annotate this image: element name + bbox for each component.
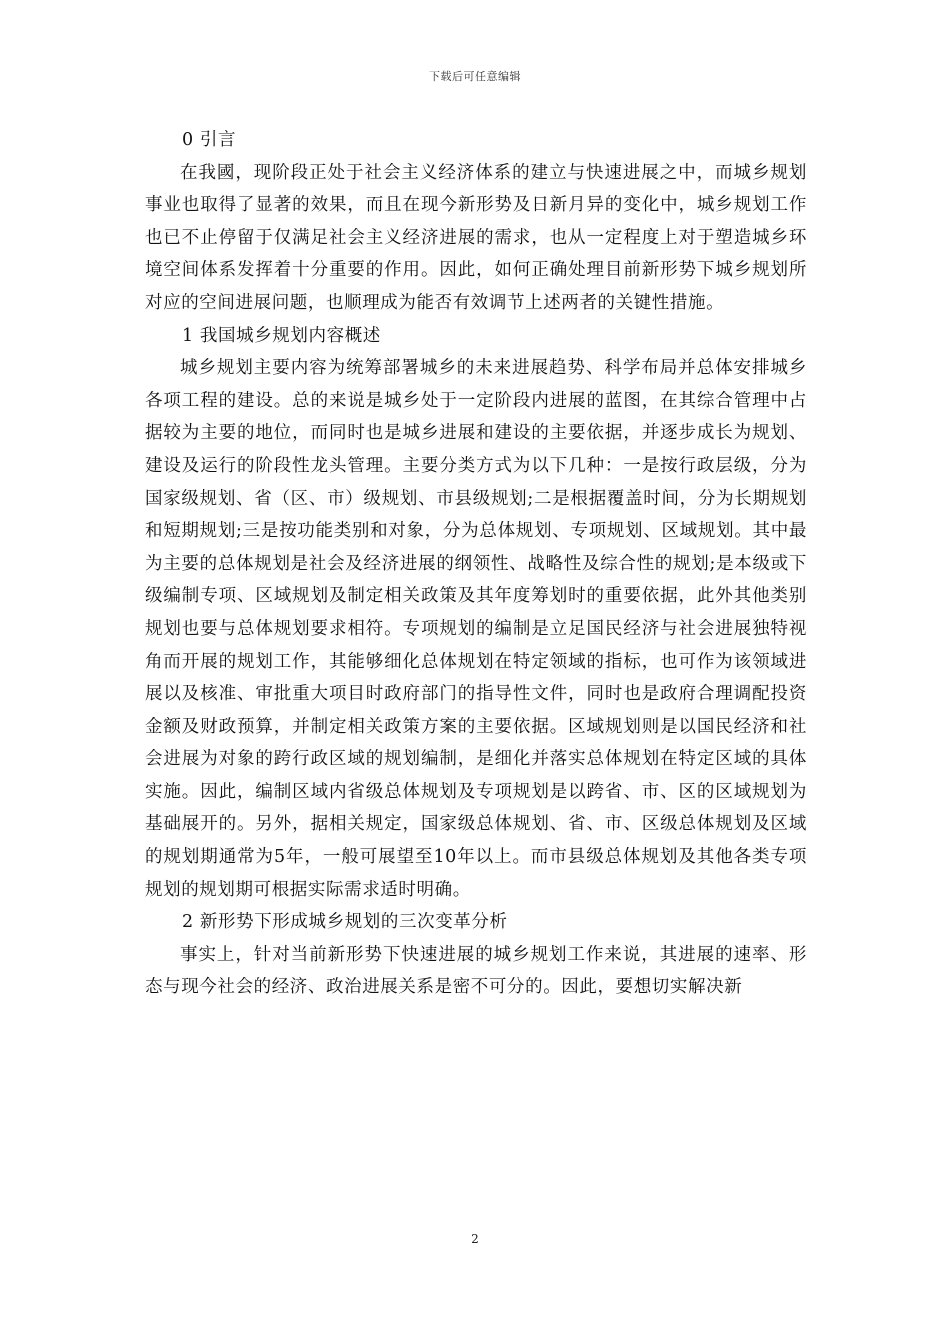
paragraph-introduction: 在我國，现阶段正处于社会主义经济体系的建立与快速进展之中，而城乡规划事业也取得了显著的效果，而且在现今新形势及日新月异的变化中，城乡规划工作也已不止停留于仅满足社会主义经济进展的需求，也从一定程度上对于塑造城乡环境空间体系发挥着十分重要的作用。因此，如何正确处理目前新形势下城乡规划所对应的空间进展问题，也顺理成为能否有效调节上述两者的关键性措施。 (145, 162, 807, 313)
page-header: 下载后可任意编辑 (429, 70, 521, 83)
section-heading-introduction: 0 引言 (182, 130, 237, 150)
section-heading-reform-analysis: 2 新形势下形成城乡规划的三次变革分析 (182, 912, 508, 933)
paragraph-reform-analysis: 事实上，针对当前新形势下快速进展的城乡规划工作来说，其进展的速率、形态与现今社会的经济、政治进展关系是密不可分的。因此，要想切实解决新 (145, 944, 807, 998)
document-body (145, 124, 807, 1004)
page-number: 2 (471, 1232, 479, 1246)
section-heading-overview: 1 我国城乡规划内容概述 (182, 325, 381, 346)
paragraph-overview: 城乡规划主要内容为统筹部署城乡的未来进展趋势、科学布局并总体安排城乡各项工程的建设。总的来说是城乡处于一定阶段内进展的蓝图，在其综合管理中占据较为主要的地位，而同时也是城乡进展和建设的主要依据，并逐步成长为规划、建设及运行的阶段性龙头管理。主要分类方式为以下几种：一是按行政层级，分为国家级规划、省（区、市）级规划、市县级规划;二是根据覆盖时间，分为长期规划和短期规划;三是按功能类别和对象，分为总体规划、专项规划、区域规划。其中最为主要的总体规划是社会及经济进展的纲领性、战略性及综合性的规划;是本级或下级编制专项、区域规划及制定相关政策及其年度筹划时的重要依据，此外其他类别规划也要与总体规划要求相符。专项规划的编制是立足国民经济与社会进展独特视角而开展的规划工作，其能够细化总体规划在特定领域的指标，也可作为该领域进展以及核准、审批重大项目时政府部门的指导性文件，同时也是政府合理调配投资金额及财政预算，并制定相关政策方案的主要依据。区域规划则是以国民经济和社会进展为对象的跨行政区域的规划编制，是细化并落实总体规划在特定区域的具体实施。因此，编制区域内省级总体规划及专项规划是以跨省、市、区的区域规划为基础展开的。另外，据相关规定，国家级总体规划、省、市、区级总体规划及区域的规划期通常为5年，一般可展望至10年以上。而市县级总体规划及其他各类专项规划的规划期可根据实际需求适时明确。 (145, 358, 807, 900)
